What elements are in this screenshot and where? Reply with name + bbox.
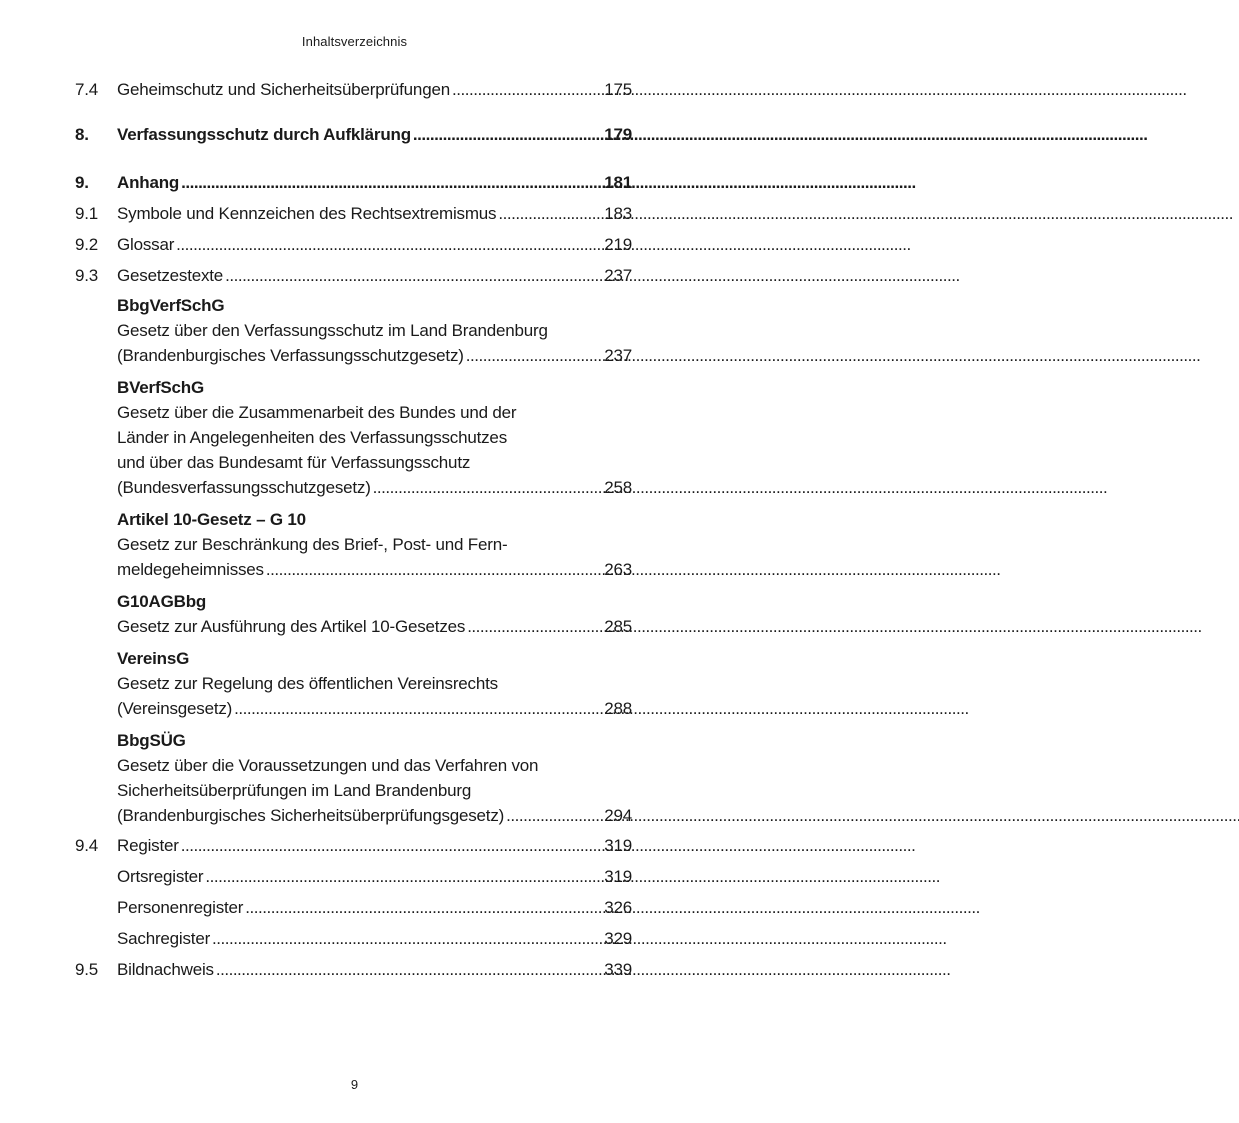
dot-leader (506, 803, 603, 828)
toc-title: Symbole und Kennzeichen des Rechtsextremismus (117, 204, 497, 223)
toc-page: 237 (604, 266, 632, 285)
toc-number: 7.4 (75, 80, 99, 99)
law-title-line: Gesetz zur Regelung des öffentlichen Vereinsrechts (117, 674, 498, 693)
toc-number: 9.2 (75, 235, 99, 254)
toc-page: 288 (604, 699, 632, 718)
toc-page: 181 (604, 173, 632, 192)
dot-leader (245, 892, 603, 923)
dot-leader (498, 198, 603, 229)
law-abbreviation: BVerfSchG (117, 378, 205, 397)
toc-title: Glossar (117, 235, 175, 254)
dot-leader (205, 861, 603, 892)
law-title-last: (Brandenburgisches Sicherheitsüberprüfungsgesetz) (117, 806, 505, 825)
table-of-contents (75, 77, 632, 985)
dot-leader (266, 557, 603, 582)
toc-title: Verfassungsschutz durch Aufklärung (117, 125, 411, 144)
toc-title: Ortsregister (117, 867, 204, 886)
dot-leader (181, 830, 604, 861)
toc-entry-9-5[interactable] (75, 954, 632, 985)
dot-leader (452, 77, 603, 102)
dot-leader (413, 122, 603, 147)
law-title-last: (Brandenburgisches Verfassungsschutzgesetz) (117, 346, 464, 365)
toc-page: 326 (604, 898, 632, 917)
toc-entry-9-4[interactable] (75, 830, 632, 861)
dot-leader (176, 229, 603, 260)
toc-law-vereinsg[interactable] (117, 646, 632, 721)
toc-number: 8. (75, 125, 89, 144)
toc-number: 9. (75, 173, 89, 192)
law-title-last: meldegeheimnisses (117, 560, 264, 579)
toc-entry-personenregister[interactable] (117, 892, 632, 923)
law-title-last: (Vereinsgesetz) (117, 699, 233, 718)
toc-page: 179 (604, 125, 632, 144)
dot-leader (181, 167, 603, 198)
toc-entry-9-1[interactable] (75, 198, 632, 229)
toc-title: Bildnachweis (117, 960, 214, 979)
toc-page: 319 (604, 867, 632, 886)
toc-page: 175 (604, 80, 632, 99)
toc-title: Gesetzestexte (117, 266, 224, 285)
law-abbreviation: BbgVerfSchG (117, 296, 225, 315)
dot-leader (234, 696, 603, 721)
toc-entry-8[interactable] (75, 122, 632, 147)
toc-law-bverfschg[interactable] (117, 375, 632, 500)
toc-entry-7-4[interactable] (75, 77, 632, 102)
toc-law-bbgsug[interactable] (117, 728, 632, 828)
toc-title: Sachregister (117, 929, 211, 948)
toc-page: 183 (604, 204, 632, 223)
law-abbreviation: Artikel 10-Gesetz – G 10 (117, 510, 306, 529)
toc-number: 9.3 (75, 266, 99, 285)
law-abbreviation: BbgSÜG (117, 731, 186, 750)
toc-page: 329 (604, 929, 632, 948)
toc-law-bbgverfschg[interactable] (117, 293, 632, 368)
law-title-line: Gesetz zur Beschränkung des Brief-, Post- und Fern- (117, 535, 508, 554)
toc-entry-9[interactable] (75, 167, 632, 198)
toc-entry-sachregister[interactable] (117, 923, 632, 954)
toc-page: 319 (604, 836, 632, 855)
toc-title: Personenregister (117, 898, 244, 917)
page-number: 9 (350, 1077, 359, 1092)
dot-leader (466, 343, 604, 368)
law-abbreviation: G10AGBbg (117, 592, 207, 611)
dot-leader (467, 614, 603, 639)
dot-leader (373, 475, 604, 500)
toc-title: Anhang (117, 173, 180, 192)
dot-leader (216, 954, 603, 985)
toc-entry-9-3[interactable] (75, 260, 632, 291)
law-title-line: Gesetz über den Verfassungsschutz im Land Brandenburg (117, 321, 548, 340)
toc-title: Geheimschutz und Sicherheitsüberprüfungen (117, 80, 450, 99)
toc-law-g10[interactable] (117, 507, 632, 582)
toc-number: 9.1 (75, 204, 99, 223)
law-title-line: Gesetz über die Voraussetzungen und das Verfahren von (117, 756, 539, 775)
toc-page: 258 (604, 478, 632, 497)
toc-entry-ortsregister[interactable] (117, 861, 632, 892)
toc-page: 339 (604, 960, 632, 979)
law-title-last: (Bundesverfassungsschutzgesetz) (117, 478, 371, 497)
running-head: Inhaltsverzeichnis (301, 34, 408, 49)
toc-law-g10agbbg[interactable] (117, 589, 632, 639)
toc-page: 294 (604, 806, 632, 825)
law-title-line: Länder in Angelegenheiten des Verfassungsschutzes (117, 428, 507, 447)
toc-title: Register (117, 836, 179, 855)
law-abbreviation: VereinsG (117, 649, 190, 668)
toc-number: 9.4 (75, 836, 99, 855)
toc-number: 9.5 (75, 960, 99, 979)
law-title-last: Gesetz zur Ausführung des Artikel 10-Gesetzes (117, 617, 466, 636)
dot-leader (225, 260, 603, 291)
law-title-line: und über das Bundesamt für Verfassungsschutz (117, 453, 471, 472)
law-title-line: Sicherheitsüberprüfungen im Land Brandenburg (117, 781, 472, 800)
toc-entry-9-2[interactable] (75, 229, 632, 260)
dot-leader (212, 923, 603, 954)
toc-page: 285 (604, 617, 632, 636)
toc-page: 237 (604, 346, 632, 365)
toc-page: 219 (604, 235, 632, 254)
law-title-line: Gesetz über die Zusammenarbeit des Bundes und der (117, 403, 517, 422)
toc-page: 263 (604, 560, 632, 579)
